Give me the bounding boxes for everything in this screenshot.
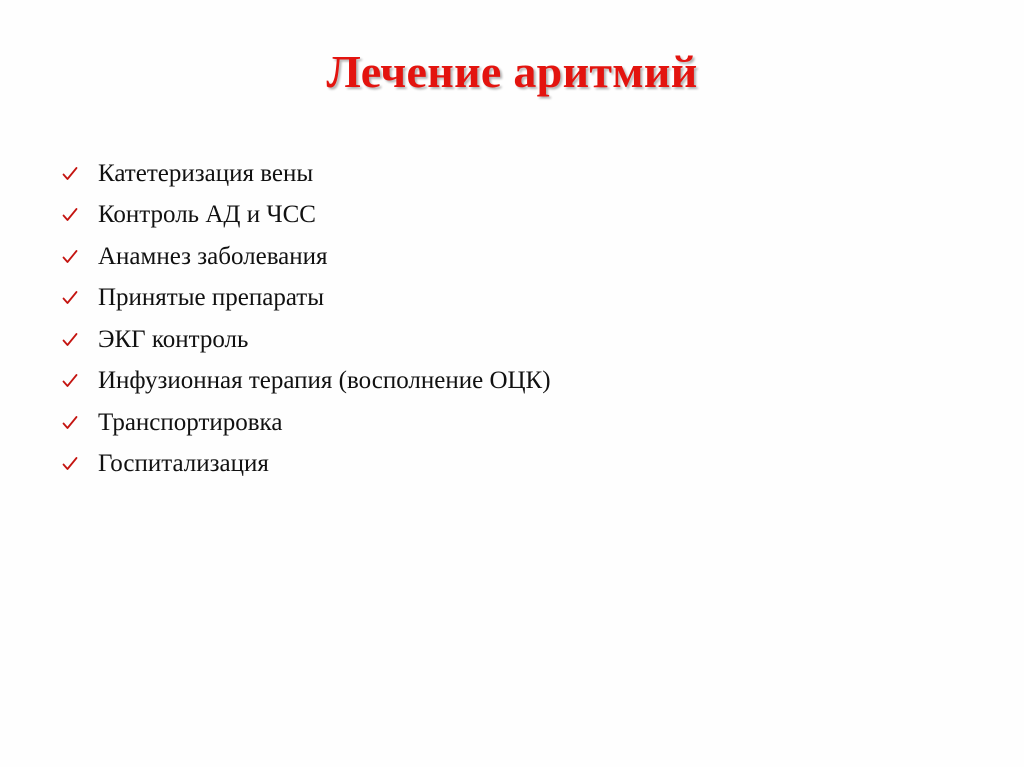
list-item-label: Госпитализация (98, 450, 269, 478)
list-item-label: Принятые препараты (98, 284, 325, 312)
checkmark-icon (62, 332, 98, 348)
checklist (62, 153, 551, 485)
checkmark-icon (62, 456, 98, 472)
checkmark-icon (62, 207, 98, 223)
checkmark-icon (62, 415, 98, 431)
list-item (62, 195, 551, 237)
list-item (62, 444, 551, 486)
list-item-label: Транспортировка (98, 408, 283, 436)
list-item-label: Инфузионная терапия (восполнение ОЦК) (98, 367, 551, 395)
list-item-label: Анамнез заболевания (98, 242, 328, 270)
list-item (62, 319, 551, 361)
checkmark-icon (62, 249, 98, 265)
list-item (62, 402, 551, 444)
list-item (62, 361, 551, 403)
list-item (62, 278, 551, 320)
list-item-label: Контроль АД и ЧСС (98, 201, 316, 229)
checkmark-icon (62, 290, 98, 306)
list-item-label: ЭКГ контроль (98, 325, 249, 353)
checkmark-icon (62, 166, 98, 182)
checkmark-icon (62, 373, 98, 389)
list-item (62, 236, 551, 278)
list-item-label: Катетеризация вены (98, 159, 314, 187)
slide-title: Лечение аритмий (326, 46, 698, 97)
list-item (62, 153, 551, 195)
